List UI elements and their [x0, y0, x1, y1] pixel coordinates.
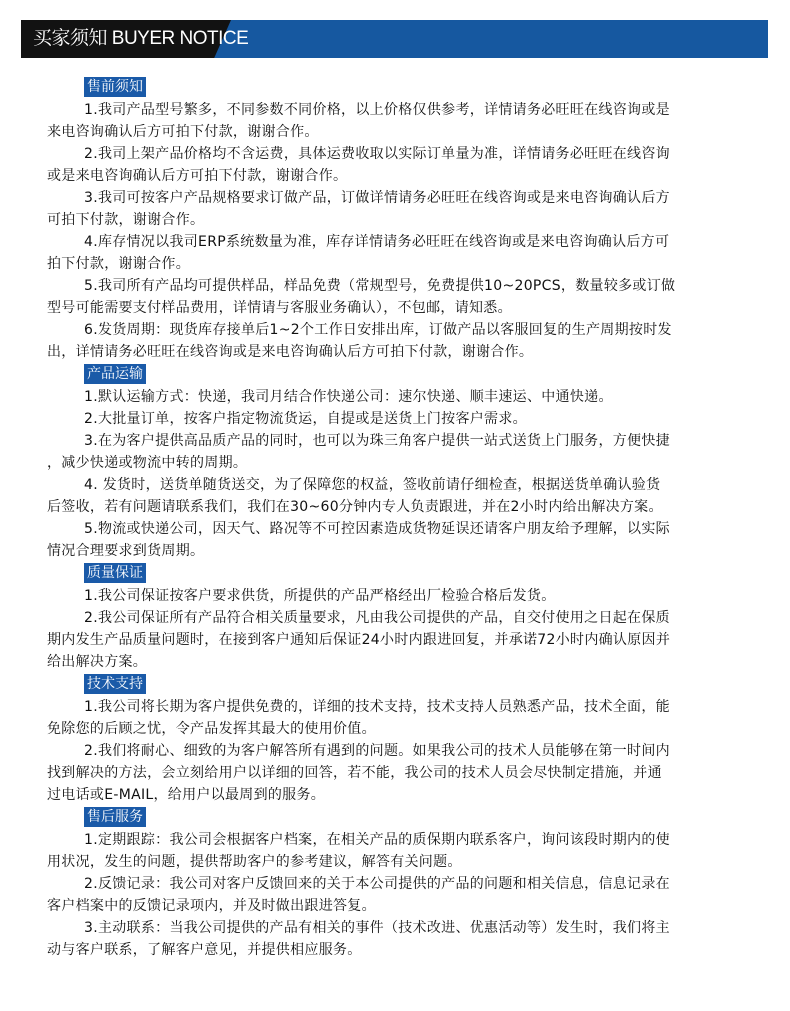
notice-paragraph [47, 607, 752, 673]
section-label: 产品运输 [84, 364, 146, 384]
buyer-notice-header [21, 20, 768, 58]
paragraph-line: 2.大批量订单，按客户指定物流货运，自提或是送货上门按客户需求。 [84, 411, 527, 427]
notice-paragraph [47, 430, 752, 474]
paragraph-line: 期内发生产品质量问题时，在接到客户通知后保证24小时内跟进回复，并承诺72小时内确认原因并 [47, 632, 671, 648]
paragraph-line: 可拍下付款，谢谢合作。 [47, 212, 205, 228]
paragraph-line: 动与客户联系，了解客户意见，并提供相应服务。 [47, 942, 362, 958]
paragraph-line: 1.默认运输方式：快递，我司月结合作快递公司：速尔快递、顺丰速运、中通快递。 [84, 389, 613, 405]
notice-paragraph [47, 143, 752, 187]
notice-content [47, 76, 752, 961]
notice-paragraph [47, 518, 752, 562]
notice-paragraph [47, 99, 752, 143]
paragraph-line: 免除您的后顾之忧，令产品发挥其最大的使用价值。 [47, 721, 376, 737]
notice-section [47, 76, 752, 363]
header-title: 买家须知 BUYER NOTICE [33, 28, 249, 49]
paragraph-line: 找到解决的方法，会立刻给用户以详细的回答，若不能，我公司的技术人员会尽快制定措施，并通 [47, 765, 662, 781]
paragraph-line: 后签收，若有问题请联系我们，我们在30~60分钟内专人负责跟进，并在2小时内给出解决方案。 [47, 499, 663, 515]
notice-section [47, 806, 752, 961]
section-label: 售后服务 [84, 807, 146, 827]
section-label: 质量保证 [84, 563, 146, 583]
paragraph-line: 1.我司产品型号繁多，不同参数不同价格，以上价格仅供参考，详情请务必旺旺在线咨询或是 [84, 102, 670, 118]
paragraph-line: 3.我司可按客户产品规格要求订做产品，订做详情请务必旺旺在线咨询或是来电咨询确认后方 [84, 190, 670, 206]
paragraph-line: 3.在为客户提供高品质产品的同时，也可以为珠三角客户提供一站式送货上门服务，方便快捷 [84, 433, 670, 449]
notice-paragraph [47, 319, 752, 363]
notice-paragraph [47, 474, 752, 518]
paragraph-line: ，减少快递或物流中转的周期。 [47, 455, 248, 471]
paragraph-line: 5.我司所有产品均可提供样品，样品免费（常规型号，免费提供10~20PCS，数量较多或订做 [84, 278, 676, 294]
notice-paragraph [47, 408, 752, 430]
paragraph-line: 4. 发货时，送货单随货送交，为了保障您的权益，签收前请仔细检查，根据送货单确认验货 [84, 477, 661, 493]
section-label: 技术支持 [84, 674, 146, 694]
notice-paragraph [47, 740, 752, 806]
paragraph-line: 或是来电咨询确认后方可拍下付款，谢谢合作。 [47, 168, 348, 184]
paragraph-line: 出，详情请务必旺旺在线咨询或是来电咨询确认后方可拍下付款，谢谢合作。 [47, 344, 534, 360]
paragraph-line: 过电话或E-MAIL，给用户以最周到的服务。 [47, 787, 326, 803]
notice-paragraph [47, 275, 752, 319]
paragraph-line: 来电咨询确认后方可拍下付款，谢谢合作。 [47, 124, 319, 140]
notice-paragraph [47, 829, 752, 873]
notice-section [47, 673, 752, 806]
paragraph-line: 情况合理要求到货周期。 [47, 543, 205, 559]
paragraph-line: 1.我公司将长期为客户提供免费的，详细的技术支持，技术支持人员熟悉产品，技术全面，能 [84, 699, 670, 715]
paragraph-line: 2.反馈记录：我公司对客户反馈回来的关于本公司提供的产品的问题和相关信息，信息记录在 [84, 876, 670, 892]
notice-paragraph [47, 231, 752, 275]
notice-paragraph [47, 585, 752, 607]
section-label: 售前须知 [84, 77, 146, 97]
paragraph-line: 客户档案中的反馈记录项内，并及时做出跟进答复。 [47, 898, 376, 914]
notice-section [47, 363, 752, 562]
notice-paragraph [47, 187, 752, 231]
paragraph-line: 2.我们将耐心、细致的为客户解答所有遇到的问题。如果我公司的技术人员能够在第一时间内 [84, 743, 670, 759]
paragraph-line: 1.定期跟踪：我公司会根据客户档案，在相关产品的质保期内联系客户，询问该段时期内的使 [84, 832, 670, 848]
paragraph-line: 3.主动联系：当我公司提供的产品有相关的事件（技术改进、优惠活动等）发生时，我们将主 [84, 920, 670, 936]
notice-paragraph [47, 386, 752, 408]
paragraph-line: 用状况，发生的问题，提供帮助客户的参考建议，解答有关问题。 [47, 854, 462, 870]
paragraph-line: 2.我公司保证所有产品符合相关质量要求，凡由我公司提供的产品，自交付使用之日起在保质 [84, 610, 670, 626]
paragraph-line: 5.物流或快递公司，因天气、路况等不可控因素造成货物延误还请客户朋友给予理解，以实际 [84, 521, 670, 537]
paragraph-line: 给出解决方案。 [47, 654, 148, 670]
notice-paragraph [47, 873, 752, 917]
paragraph-line: 2.我司上架产品价格均不含运费，具体运费收取以实际订单量为准，详情请务必旺旺在线咨询 [84, 146, 670, 162]
paragraph-line: 型号可能需要支付样品费用，详情请与客服业务确认），不包邮，请知悉。 [47, 300, 512, 316]
paragraph-line: 4.库存情况以我司ERP系统数量为准，库存详情请务必旺旺在线咨询或是来电咨询确认后方可 [84, 234, 670, 250]
paragraph-line: 拍下付款，谢谢合作。 [47, 256, 190, 272]
notice-section [47, 562, 752, 673]
paragraph-line: 1.我公司保证按客户要求供货，所提供的产品严格经出厂检验合格后发货。 [84, 588, 556, 604]
notice-paragraph [47, 917, 752, 961]
notice-paragraph [47, 696, 752, 740]
paragraph-line: 6.发货周期：现货库存接单后1~2个工作日安排出库，订做产品以客服回复的生产周期按时发 [84, 322, 672, 338]
